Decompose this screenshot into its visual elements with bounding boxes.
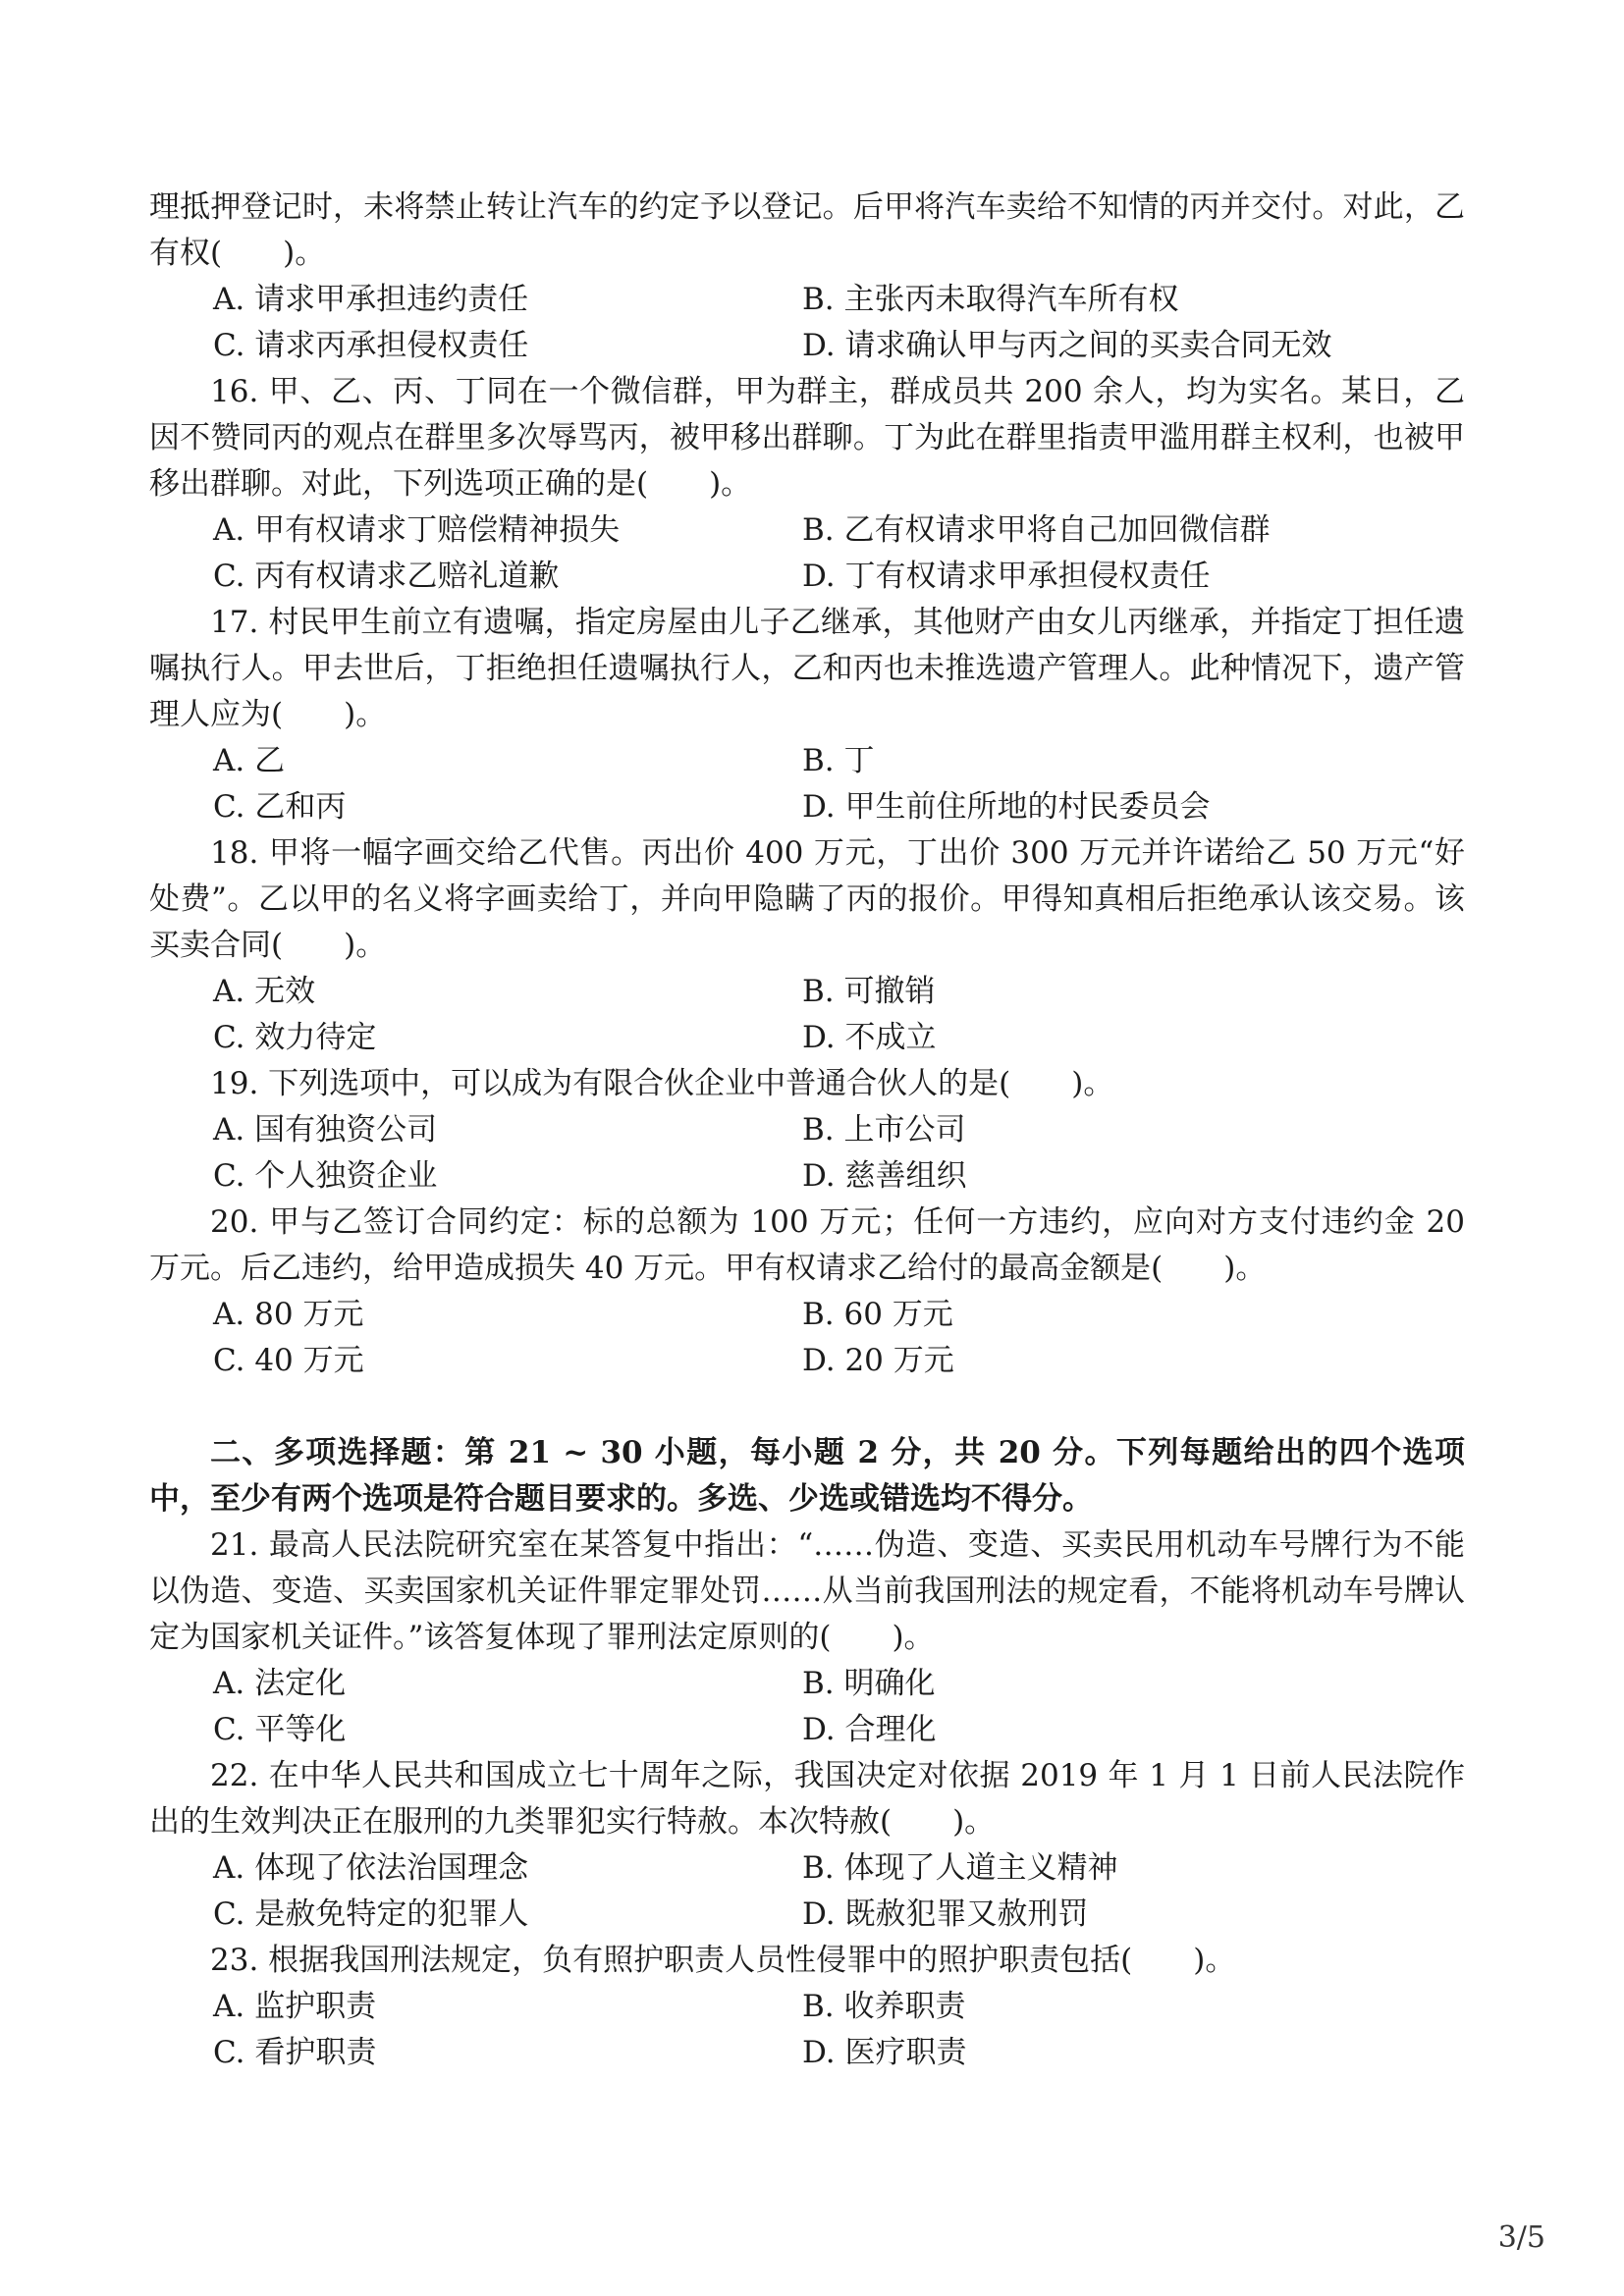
question-20 xyxy=(149,1200,1465,1384)
option-b: B. 上市公司 xyxy=(802,1112,966,1148)
option-d: D. 医疗职责 xyxy=(802,2035,967,2070)
question-21 xyxy=(149,1522,1465,1753)
question-15-continued xyxy=(149,185,1465,369)
option-d: D. 丁有权请求甲承担侵权责任 xyxy=(802,559,1211,594)
question-text: 19. 下列选项中，可以成为有限合伙企业中普通合伙人的是( )。 xyxy=(210,1066,1114,1101)
option-d: D. 20 万元 xyxy=(802,1343,954,1378)
option-b: B. 可撤销 xyxy=(802,974,936,1009)
option-list xyxy=(149,277,1465,369)
option-list xyxy=(149,969,1465,1061)
question-19 xyxy=(149,1061,1465,1200)
option-a: A. 80 万元 xyxy=(213,1297,364,1332)
question-18 xyxy=(149,830,1465,1061)
option-b: B. 丁 xyxy=(802,743,875,778)
question-16 xyxy=(149,369,1465,600)
option-a: A. 体现了依法治国理念 xyxy=(213,1850,529,1886)
question-text: 17. 村民甲生前立有遗嘱，指定房屋由儿子乙继承，其他财产由女儿丙继承，并指定丁担任遗嘱执行人。甲去世后，丁拒绝担任遗嘱执行人，乙和丙也未推选遗产管理人。此种情况下，遗产管理人应为( )。 xyxy=(149,605,1465,732)
question-text: 20. 甲与乙签订合同约定：标的总额为 100 万元；任何一方违约，应向对方支付违约金 20 万元。后乙违约，给甲造成损失 40 万元。甲有权请求乙给付的最高金额是( )。 xyxy=(149,1204,1465,1286)
question-17 xyxy=(149,600,1465,830)
exam-content xyxy=(149,185,1465,2076)
option-c: C. 效力待定 xyxy=(213,1020,377,1055)
question-text: 18. 甲将一幅字画交给乙代售。丙出价 400 万元，丁出价 300 万元并许诺给乙 50 万元“好处费”。乙以甲的名义将字画卖给丁，并向甲隐瞒了丙的报价。甲得知真相后拒绝承认该交易。该买卖合同( )。 xyxy=(149,835,1465,963)
option-b: B. 明确化 xyxy=(802,1666,936,1701)
option-c: C. 看护职责 xyxy=(213,2035,377,2070)
option-d: D. 合理化 xyxy=(802,1712,937,1747)
option-b: B. 收养职责 xyxy=(802,1989,966,2024)
option-list xyxy=(149,738,1465,830)
question-text: 21. 最高人民法院研究室在某答复中指出：“……伪造、变造、买卖民用机动车号牌行为不能以伪造、变造、买卖国家机关证件罪定罪处罚……从当前我国刑法的规定看，不能将机动车号牌认定为国家机关证件。”该答复体现了罪刑法定原则的( )。 xyxy=(149,1527,1465,1655)
question-text: 23. 根据我国刑法规定，负有照护职责人员性侵罪中的照护职责包括( )。 xyxy=(210,1943,1236,1978)
question-text: 22. 在中华人民共和国成立七十周年之际，我国决定对依据 2019 年 1 月 1 日前人民法院作出的生效判决正在服刑的九类罪犯实行特赦。本次特赦( )。 xyxy=(149,1758,1465,1840)
option-list xyxy=(149,1984,1465,2076)
option-a: A. 请求甲承担违约责任 xyxy=(213,282,529,317)
option-list xyxy=(149,507,1465,600)
option-b: B. 体现了人道主义精神 xyxy=(802,1850,1118,1886)
option-d: D. 慈善组织 xyxy=(802,1158,967,1194)
option-c: C. 请求丙承担侵权责任 xyxy=(213,328,529,363)
option-list xyxy=(149,1661,1465,1753)
option-c: C. 40 万元 xyxy=(213,1343,364,1378)
option-d: D. 甲生前住所地的村民委员会 xyxy=(802,789,1211,825)
question-text: 理抵押登记时，未将禁止转让汽车的约定予以登记。后甲将汽车卖给不知情的丙并交付。对此，乙有权( )。 xyxy=(149,189,1465,271)
option-a: A. 甲有权请求丁赔偿精神损失 xyxy=(213,512,621,548)
option-c: C. 平等化 xyxy=(213,1712,347,1747)
option-d: D. 既赦犯罪又赦刑罚 xyxy=(802,1896,1089,1932)
question-23 xyxy=(149,1938,1465,2076)
option-b: B. 乙有权请求甲将自己加回微信群 xyxy=(802,512,1271,548)
option-d: D. 请求确认甲与丙之间的买卖合同无效 xyxy=(802,328,1332,363)
option-b: B. 60 万元 xyxy=(802,1297,953,1332)
option-c: C. 个人独资企业 xyxy=(213,1158,438,1194)
option-a: A. 乙 xyxy=(213,743,286,778)
option-a: A. 无效 xyxy=(213,974,316,1009)
option-c: C. 丙有权请求乙赔礼道歉 xyxy=(213,559,560,594)
option-list xyxy=(149,1845,1465,1938)
option-d: D. 不成立 xyxy=(802,1020,937,1055)
section-heading-multiple-choice: 二、多项选择题：第 21 ~ 30 小题，每小题 2 分，共 20 分。下列每题给出的四个选项中，至少有两个选项是符合题目要求的。多选、少选或错选均不得分。 xyxy=(149,1435,1465,1517)
option-a: A. 国有独资公司 xyxy=(213,1112,438,1148)
option-list xyxy=(149,1292,1465,1384)
question-22 xyxy=(149,1753,1465,1938)
option-c: C. 乙和丙 xyxy=(213,789,347,825)
option-b: B. 主张丙未取得汽车所有权 xyxy=(802,282,1179,317)
option-list xyxy=(149,1107,1465,1200)
option-a: A. 监护职责 xyxy=(213,1989,377,2024)
option-a: A. 法定化 xyxy=(213,1666,347,1701)
option-c: C. 是赦免特定的犯罪人 xyxy=(213,1896,529,1932)
question-text: 16. 甲、乙、丙、丁同在一个微信群，甲为群主，群成员共 200 余人，均为实名。某日，乙因不赞同丙的观点在群里多次辱骂丙，被甲移出群聊。丁为此在群里指责甲滥用群主权利，也被甲移出群聊。对此，下列选项正确的是( )。 xyxy=(149,374,1465,502)
page-number: 3/5 xyxy=(1497,2220,1545,2255)
